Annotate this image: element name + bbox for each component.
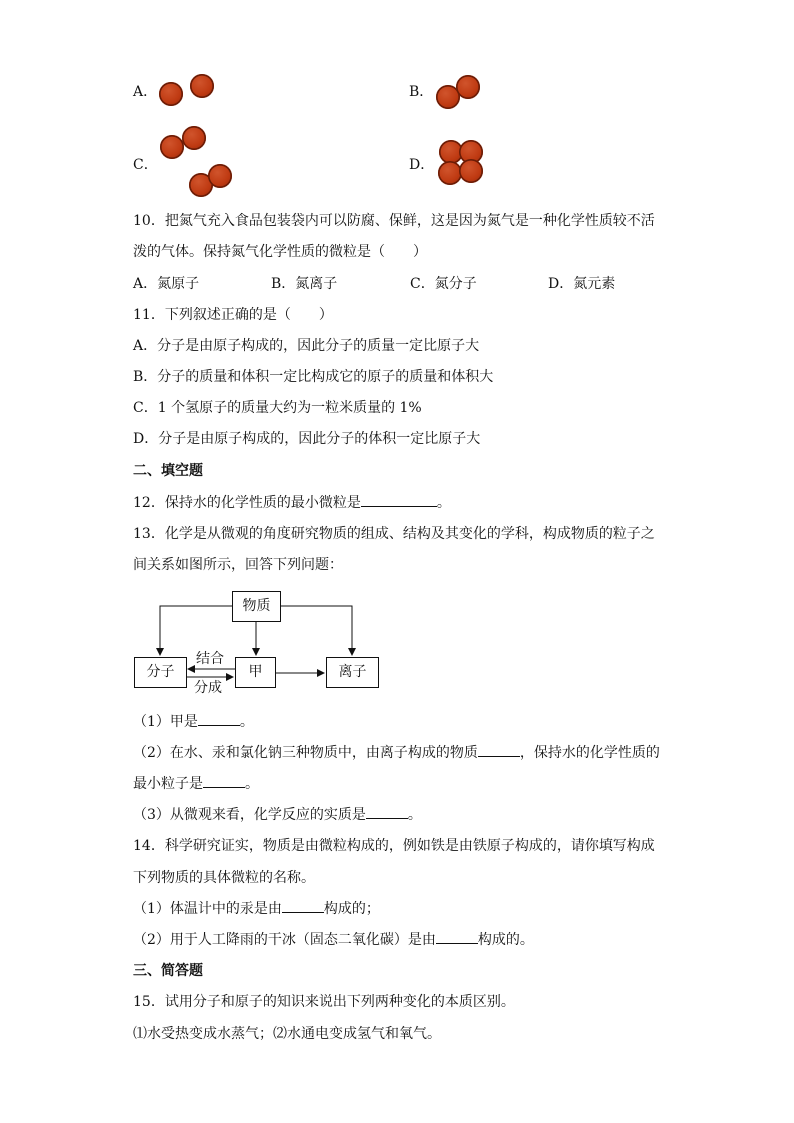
q13-sub2-prefix: （2）在水、汞和氯化钠三种物质中，由离子构成的物质	[133, 745, 478, 761]
q12-answer-blank[interactable]	[361, 494, 437, 507]
label-combine: 结合	[196, 651, 224, 667]
node-jia-label: 甲	[248, 664, 263, 680]
section-fill-in-title: 二、填空题	[133, 463, 203, 479]
atom-d4	[459, 159, 483, 183]
node-molecule-label: 分子	[146, 664, 175, 680]
atom-a2	[190, 74, 214, 98]
q13-sub3-prefix: （3）从微观来看，化学反应的实质是	[133, 807, 366, 823]
node-ion	[326, 657, 379, 688]
q13-sub2-line2-suffix: 。	[245, 776, 259, 792]
node-ion-label: 离子	[338, 664, 367, 680]
q14-sub2-blank[interactable]	[436, 931, 478, 944]
atom-c4	[208, 164, 232, 188]
atom-c2	[182, 126, 206, 150]
q11-option-a: A．分子是由原子构成的，因此分子的质量一定比原子大	[133, 338, 480, 354]
option-b-label: B．	[409, 84, 434, 100]
node-matter	[232, 591, 281, 622]
option-a-label: A．	[133, 84, 158, 100]
q14-sub2-prefix: （2）用于人工降雨的干冰（固态二氧化碳）是由	[133, 932, 436, 948]
q13-sub2-blank2[interactable]	[203, 775, 245, 788]
q13-sub3	[133, 806, 422, 824]
q13-sub2-line1	[133, 744, 660, 762]
q13-sub1-suffix: 。	[239, 714, 254, 730]
option-d-label: D．	[409, 157, 435, 173]
q13-sub2-line2	[133, 775, 259, 793]
option-c-label: C．	[133, 157, 158, 173]
q10-option-d: D．氮元素	[548, 276, 616, 292]
q14-stem-line2: 下列物质的具体微粒的名称。	[133, 870, 315, 886]
q10-option-b: B．氮离子	[271, 276, 338, 292]
q10-stem-line1: 10．把氮气充入食品包装袋内可以防腐、保鲜，这是因为氮气是一种化学性质较不活	[133, 213, 655, 229]
q13-sub1-prefix: （1）甲是	[133, 714, 198, 730]
q11-option-b: B．分子的质量和体积一定比构成它的原子的质量和体积大	[133, 369, 494, 385]
atom-a1	[159, 82, 183, 106]
q12-line	[133, 494, 451, 512]
node-jia	[235, 657, 276, 688]
section-short-answer-title: 三、简答题	[133, 963, 203, 979]
q10-option-a: A．氮原子	[133, 276, 200, 292]
q14-sub2	[133, 931, 534, 949]
q14-sub1-suffix: 构成的；	[323, 901, 380, 917]
q13-sub2-mid: ，保持水的化学性质的	[519, 745, 660, 761]
q13-sub2-blank1[interactable]	[478, 744, 520, 757]
q14-sub1-prefix: （1）体温计中的汞是由	[133, 901, 282, 917]
q11-option-c: C．1 个氢原子的质量大约为一粒米质量的 1%	[133, 400, 422, 416]
q14-sub1-blank[interactable]	[282, 900, 324, 913]
atom-c1	[160, 135, 184, 159]
atom-b2	[456, 75, 480, 99]
q10-stem-line2: 泼的气体。保持氮气化学性质的微粒是（ ）	[133, 244, 427, 260]
q15-items: ⑴水受热变成水蒸气；⑵水通电变成氢气和氧气。	[133, 1026, 441, 1042]
q14-sub1	[133, 900, 380, 918]
q11-option-d: D．分子是由原子构成的，因此分子的体积一定比原子大	[133, 431, 481, 447]
q12-end: 。	[436, 495, 451, 511]
q14-sub2-suffix: 构成的。	[477, 932, 534, 948]
q11-stem: 11．下列叙述正确的是（ ）	[133, 307, 333, 323]
q12-text: 12．保持水的化学性质的最小微粒是	[133, 495, 361, 511]
q13-sub1-blank[interactable]	[198, 713, 240, 726]
q13-sub3-suffix: 。	[407, 807, 422, 823]
q13-stem-line1: 13．化学是从微观的角度研究物质的组成、结构及其变化的学科，构成物质的粒子之	[133, 526, 655, 542]
q15-stem: 15．试用分子和原子的知识来说出下列两种变化的本质区别。	[133, 994, 515, 1010]
node-matter-label: 物质	[242, 598, 271, 614]
q13-stem-line2: 间关系如图所示，回答下列问题：	[133, 557, 343, 573]
arrow-matter-to-molecule	[160, 606, 232, 655]
q13-sub3-blank[interactable]	[366, 806, 408, 819]
label-split: 分成	[194, 680, 222, 696]
q14-stem-line1: 14．科学研究证实，物质是由微粒构成的，例如铁是由铁原子构成的，请你填写构成	[133, 838, 655, 854]
arrow-matter-to-ion	[281, 606, 352, 655]
node-molecule	[134, 657, 187, 688]
q13-sub2-line2-prefix: 最小粒子是	[133, 776, 203, 792]
q10-option-c: C．氮分子	[410, 276, 477, 292]
q13-sub1	[133, 713, 254, 731]
